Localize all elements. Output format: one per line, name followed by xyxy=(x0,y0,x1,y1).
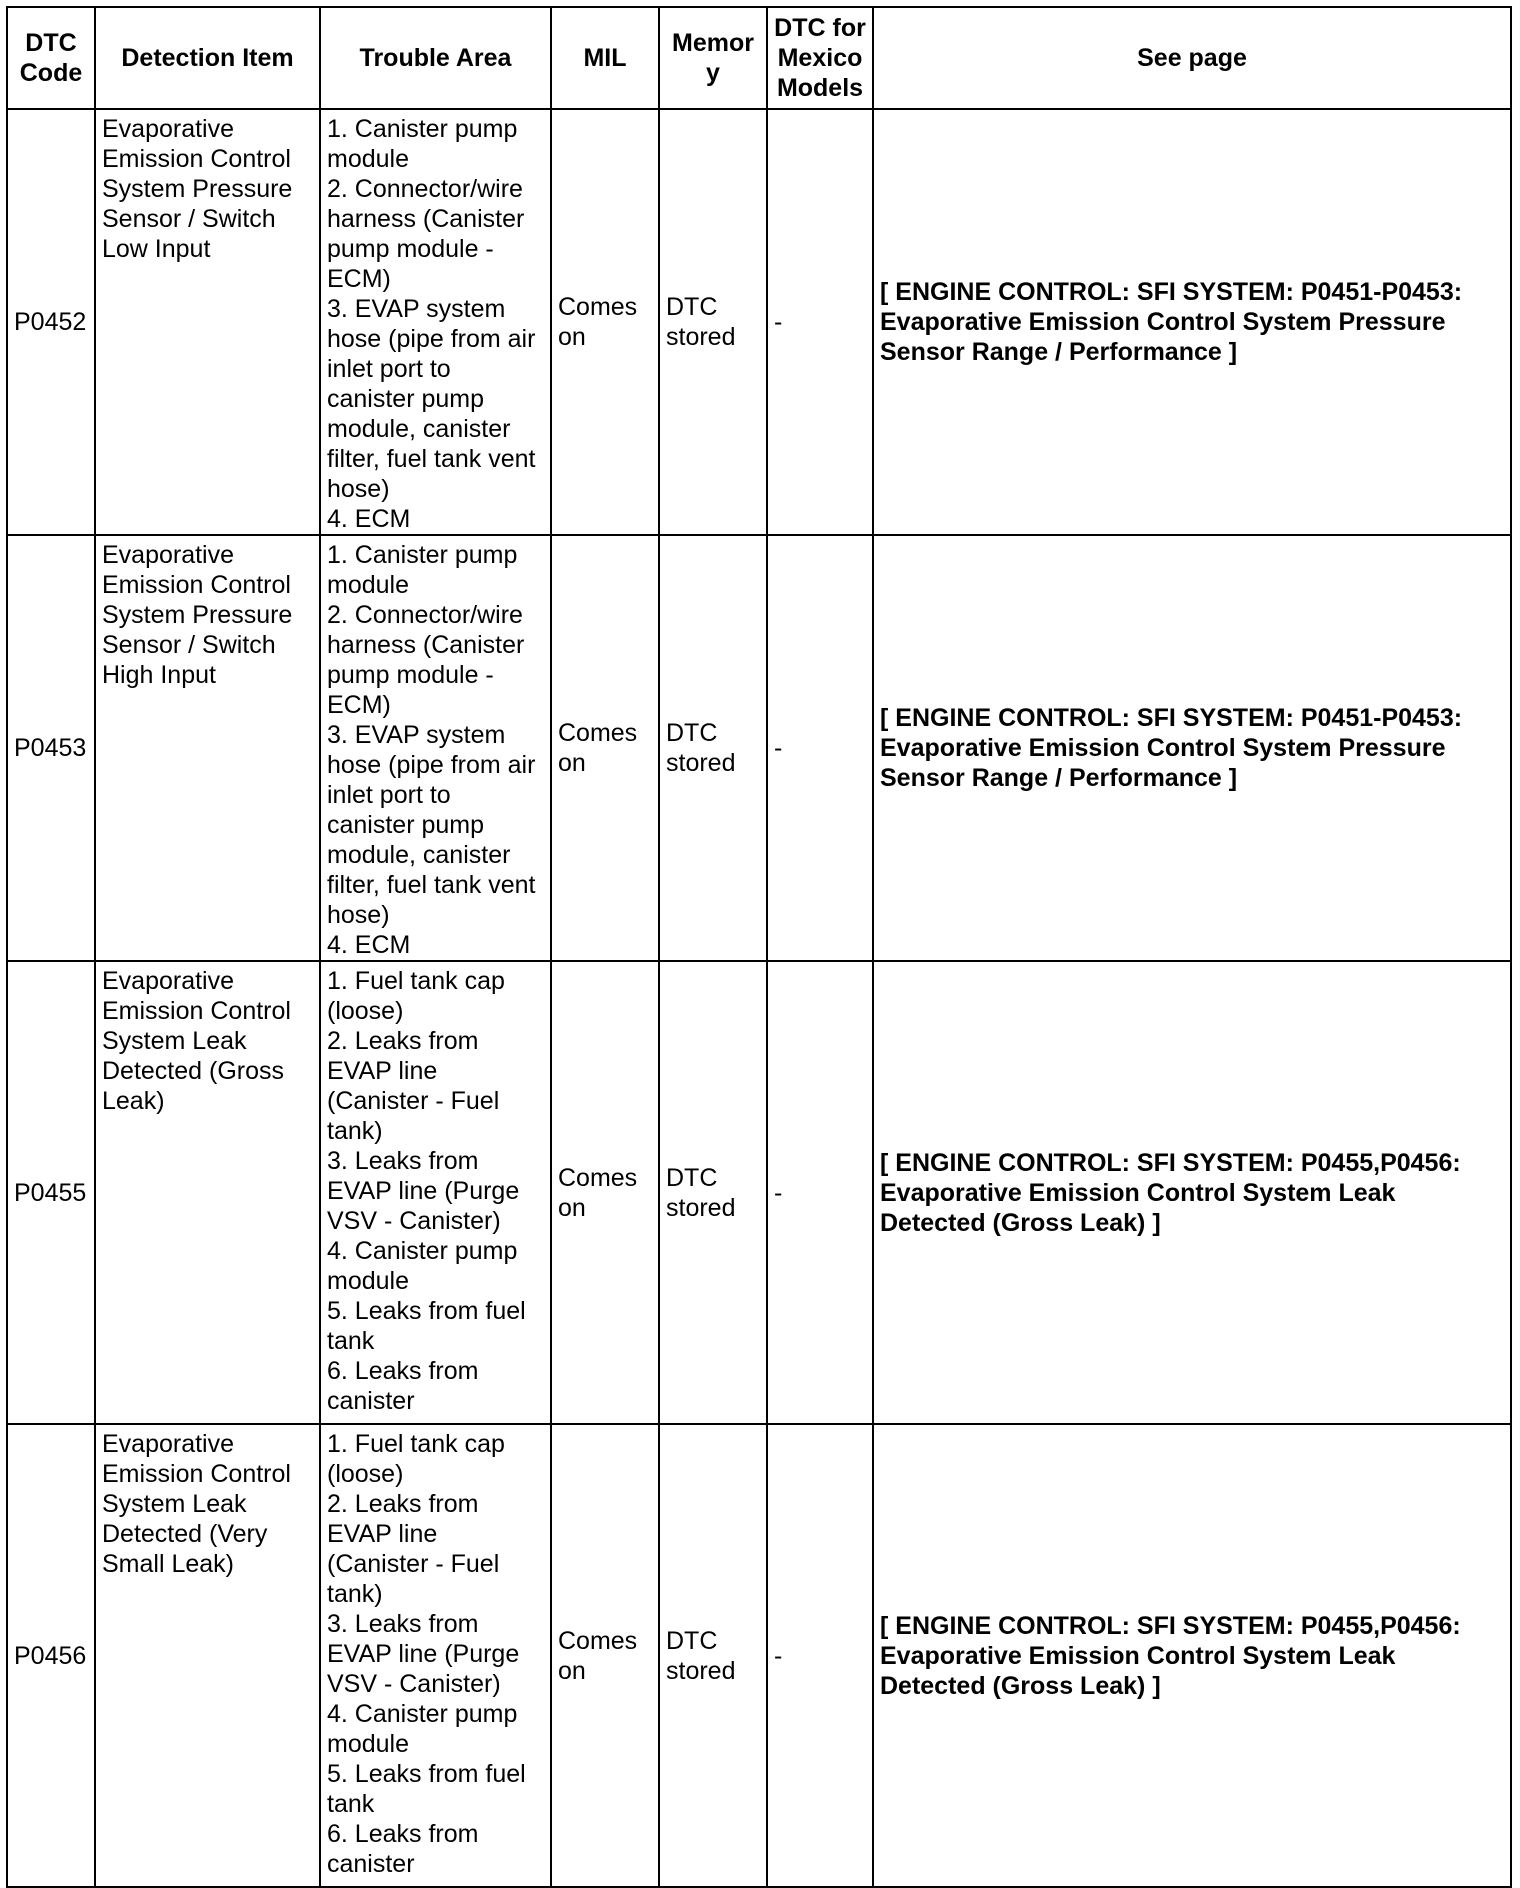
memory-cell: DTC stored xyxy=(659,109,767,535)
trouble-item: 2. Leaks from EVAP line (Canister - Fuel tank) xyxy=(327,1490,500,1608)
memory-cell: DTC stored xyxy=(659,1424,767,1887)
dtc-code-cell: P0452 xyxy=(7,109,95,535)
mil-cell: Comes on xyxy=(551,961,659,1424)
trouble-item: 6. Leaks from canister xyxy=(327,1357,479,1415)
detection-item-cell: Evaporative Emission Control System Pressure Sensor / Switch Low Input xyxy=(95,109,320,535)
mil-cell: Comes on xyxy=(551,1424,659,1887)
dtc-mexico-cell: - xyxy=(767,109,873,535)
dtc-mexico-cell: - xyxy=(767,961,873,1424)
detection-item-cell: Evaporative Emission Control System Pressure Sensor / Switch High Input xyxy=(95,535,320,961)
header-memory: Memory xyxy=(659,7,767,109)
header-dtc-mexico: DTC for Mexico Models xyxy=(767,7,873,109)
see-page-link[interactable]: [ ENGINE CONTROL: SFI SYSTEM: P0451-P0453: Evaporative Emission Control System Pressure Sensor Range / Performance ] xyxy=(873,109,1511,535)
memory-cell: DTC stored xyxy=(659,961,767,1424)
trouble-item: 1. Fuel tank cap (loose) xyxy=(327,967,505,1025)
dtc-code-cell: P0455 xyxy=(7,961,95,1424)
trouble-area-cell xyxy=(320,109,551,535)
dtc-table xyxy=(6,6,1512,1888)
trouble-item: 6. Leaks from canister xyxy=(327,1820,479,1878)
header-dtc-code: DTC Code xyxy=(7,7,95,109)
see-page-link[interactable]: [ ENGINE CONTROL: SFI SYSTEM: P0455,P0456: Evaporative Emission Control System Leak Detected (Gross Leak) ] xyxy=(873,961,1511,1424)
trouble-item: 3. Leaks from EVAP line (Purge VSV - Canister) xyxy=(327,1610,520,1698)
dtc-code-cell: P0453 xyxy=(7,535,95,961)
table-row xyxy=(7,109,1511,535)
see-page-link[interactable]: [ ENGINE CONTROL: SFI SYSTEM: P0451-P0453: Evaporative Emission Control System Pressure Sensor Range / Performance ] xyxy=(873,535,1511,961)
see-page-link[interactable]: [ ENGINE CONTROL: SFI SYSTEM: P0455,P0456: Evaporative Emission Control System Leak Detected (Gross Leak) ] xyxy=(873,1424,1511,1887)
trouble-item: 3. EVAP system hose (pipe from air inlet port to canister pump module, canister filter, fuel tank vent hose) xyxy=(327,721,536,929)
trouble-item: 3. Leaks from EVAP line (Purge VSV - Canister) xyxy=(327,1147,520,1235)
trouble-item: 2. Connector/wire harness (Canister pump module - ECM) xyxy=(327,175,525,293)
trouble-item: 1. Canister pump module xyxy=(327,115,518,173)
header-see-page: See page xyxy=(873,7,1511,109)
memory-cell: DTC stored xyxy=(659,535,767,961)
dtc-table-container xyxy=(6,6,1510,1888)
trouble-area-cell xyxy=(320,1424,551,1887)
header-detection-item: Detection Item xyxy=(95,7,320,109)
table-row xyxy=(7,1424,1511,1887)
detection-item-cell: Evaporative Emission Control System Leak Detected (Gross Leak) xyxy=(95,961,320,1424)
trouble-item: 2. Leaks from EVAP line (Canister - Fuel tank) xyxy=(327,1027,500,1145)
trouble-area-cell xyxy=(320,535,551,961)
dtc-mexico-cell: - xyxy=(767,1424,873,1887)
detection-item-cell: Evaporative Emission Control System Leak Detected (Very Small Leak) xyxy=(95,1424,320,1887)
trouble-item: 3. EVAP system hose (pipe from air inlet port to canister pump module, canister filter, fuel tank vent hose) xyxy=(327,295,536,503)
trouble-area-cell xyxy=(320,961,551,1424)
dtc-mexico-cell: - xyxy=(767,535,873,961)
trouble-item: 5. Leaks from fuel tank xyxy=(327,1297,526,1355)
table-row xyxy=(7,961,1511,1424)
trouble-item: 1. Fuel tank cap (loose) xyxy=(327,1430,505,1488)
mil-cell: Comes on xyxy=(551,109,659,535)
trouble-item: 5. Leaks from fuel tank xyxy=(327,1760,526,1818)
table-row xyxy=(7,535,1511,961)
trouble-item: 4. Canister pump module xyxy=(327,1700,518,1758)
mil-cell: Comes on xyxy=(551,535,659,961)
header-row xyxy=(7,7,1511,109)
trouble-item: 4. ECM xyxy=(327,505,411,533)
dtc-code-cell: P0456 xyxy=(7,1424,95,1887)
header-mil: MIL xyxy=(551,7,659,109)
header-trouble-area: Trouble Area xyxy=(320,7,551,109)
trouble-item: 1. Canister pump module xyxy=(327,541,518,599)
trouble-item: 4. Canister pump module xyxy=(327,1237,518,1295)
trouble-item: 2. Connector/wire harness (Canister pump module - ECM) xyxy=(327,601,525,719)
trouble-item: 4. ECM xyxy=(327,931,411,959)
